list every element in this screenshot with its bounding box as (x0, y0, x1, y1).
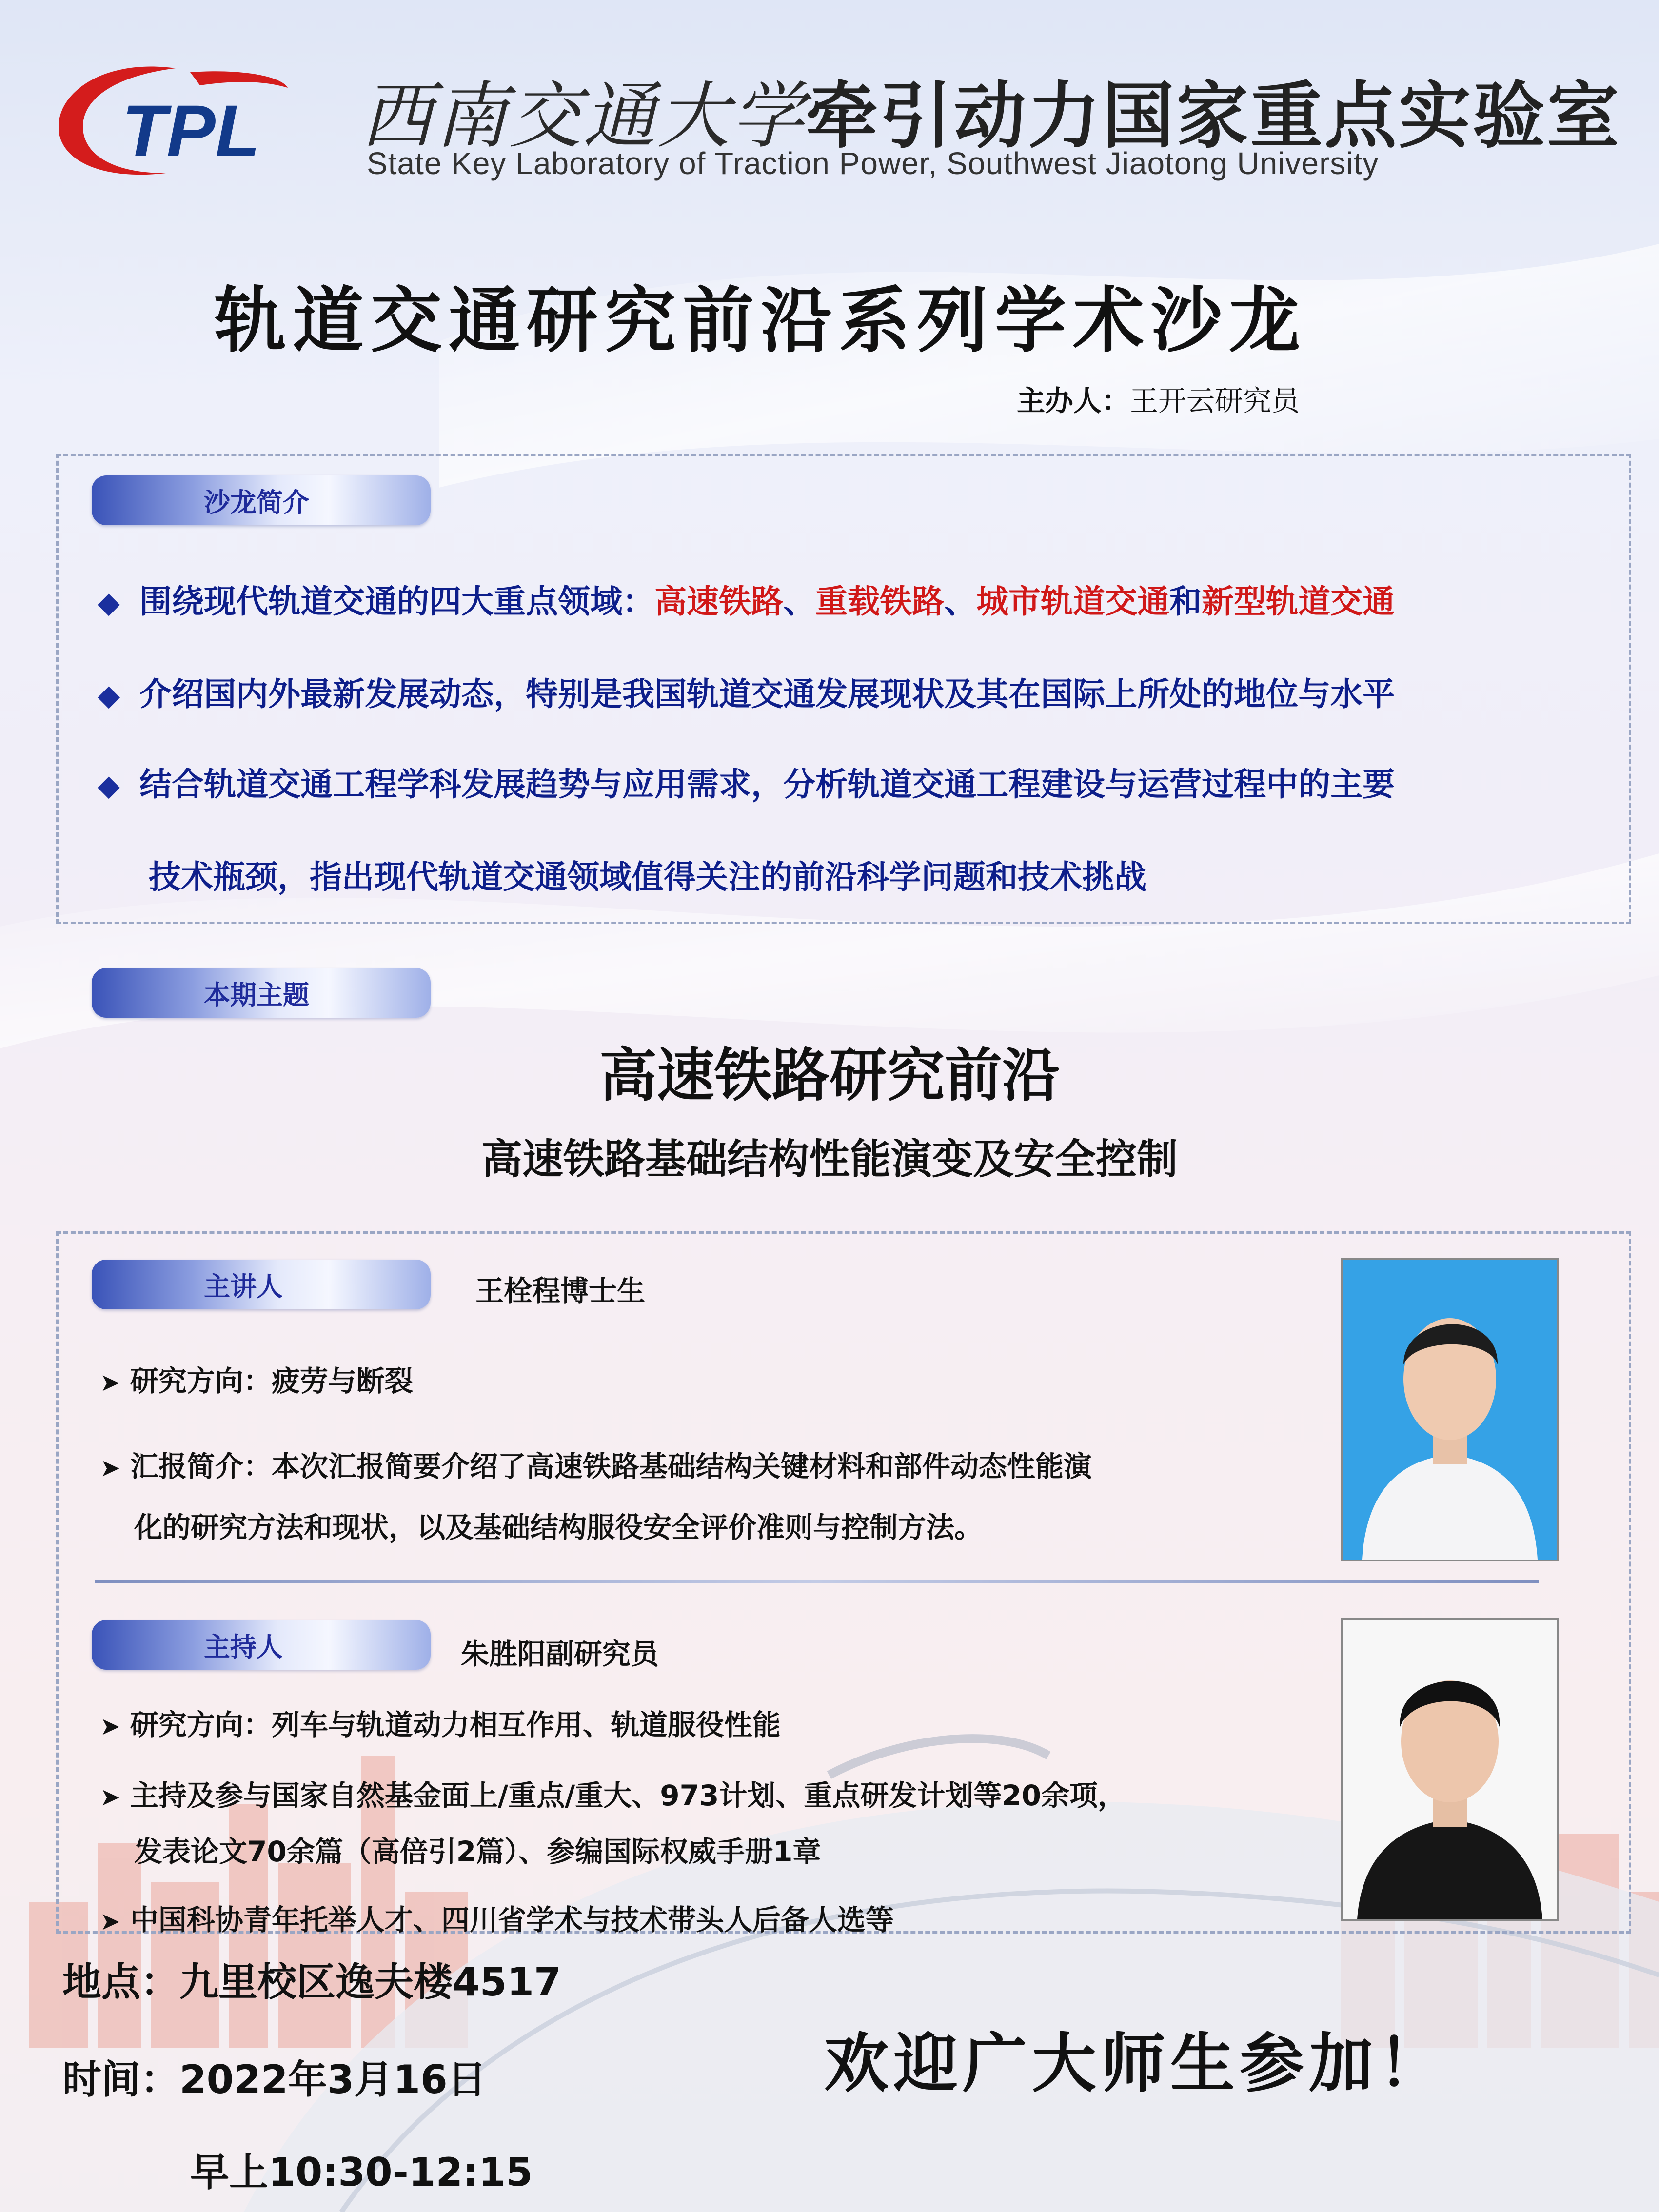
date: 时间：2022年3月16日 (62, 2057, 487, 2102)
location: 地点：九里校区逸夫楼4517 (62, 1959, 561, 2005)
speaker-name: 王栓程博士生 (475, 1274, 646, 1307)
speaker-pill: 主讲人 (92, 1260, 431, 1309)
arrow-icon: ➤ (100, 1907, 120, 1936)
divider (95, 1580, 1539, 1583)
host-pill: 主持人 (92, 1620, 431, 1670)
host-research: ➤ 研究方向：列车与轨道动力相互作用、轨道服役性能 (100, 1708, 781, 1741)
topic-pill: 本期主题 (92, 968, 431, 1018)
organizer-name: 王开云研究员 (1130, 384, 1300, 417)
diamond-icon: ◆ (98, 769, 120, 803)
host-name: 朱胜阳副研究员 (461, 1638, 659, 1671)
host-projects: ➤ 主持及参与国家自然基金面上/重点/重大、973计划、重点研发计划等20余项， (100, 1779, 1126, 1812)
intro-bullet-3: ◆ 结合轨道交通工程学科发展趋势与应用需求，分析轨道交通工程建设与运营过程中的主要 (98, 766, 1395, 803)
diamond-icon: ◆ (98, 678, 120, 712)
logo-text: TPL (122, 90, 260, 172)
series-title: 轨道交通研究前沿系列学术沙龙 (215, 279, 1307, 362)
welcome-message: 欢迎广大师生参加！ (824, 2026, 1447, 2101)
intro-bullet-1: ◆ 围绕现代轨道交通的四大重点领域：高速铁路、重载铁路、城市轨道交通和新型轨道交通 (98, 583, 1395, 620)
lab-name-english: State Key Laboratory of Traction Power, Southwest Jiaotong University (367, 146, 1379, 181)
tpl-logo (54, 59, 327, 185)
speaker-research: ➤ 研究方向：疲劳与断裂 (100, 1364, 413, 1398)
intro-pill: 沙龙简介 (92, 475, 431, 525)
topic-subtitle: 高速铁路基础结构性能演变及安全控制 (481, 1135, 1178, 1183)
diamond-icon: ◆ (98, 586, 120, 620)
organizer-label: 主办人： (1017, 384, 1130, 417)
topic-title: 高速铁路研究前沿 (599, 1042, 1060, 1109)
lab-name: 牵引动力国家重点实验室 (806, 73, 1621, 158)
host-projects-cont: 发表论文70余篇（高倍引2篇）、参编国际权威手册1章 (134, 1835, 821, 1868)
arrow-icon: ➤ (100, 1783, 120, 1811)
university-name: 西南交通大学 (361, 74, 806, 158)
host-photo (1341, 1618, 1559, 1921)
arrow-icon: ➤ (100, 1712, 120, 1740)
host-honors: ➤ 中国科协青年托举人才、四川省学术与技术带头人后备人选等 (100, 1903, 894, 1936)
time-slot: 早上10:30-12:15 (190, 2150, 533, 2195)
speaker-summary: ➤ 汇报简介：本次汇报简要介绍了高速铁路基础结构关键材料和部件动态性能演 (100, 1450, 1092, 1483)
arrow-icon: ➤ (100, 1454, 120, 1482)
intro-bullet-3-cont: 技术瓶颈，指出现代轨道交通领域值得关注的前沿科学问题和技术挑战 (149, 858, 1146, 896)
organizer (1017, 378, 1300, 419)
speaker-photo (1341, 1258, 1559, 1561)
intro-bullet-2: ◆ 介绍国内外最新发展动态，特别是我国轨道交通发展现状及其在国际上所处的地位与水平 (98, 675, 1395, 713)
arrow-icon: ➤ (100, 1368, 120, 1397)
speaker-summary-cont: 化的研究方法和现状，以及基础结构服役安全评价准则与控制方法。 (134, 1511, 983, 1544)
